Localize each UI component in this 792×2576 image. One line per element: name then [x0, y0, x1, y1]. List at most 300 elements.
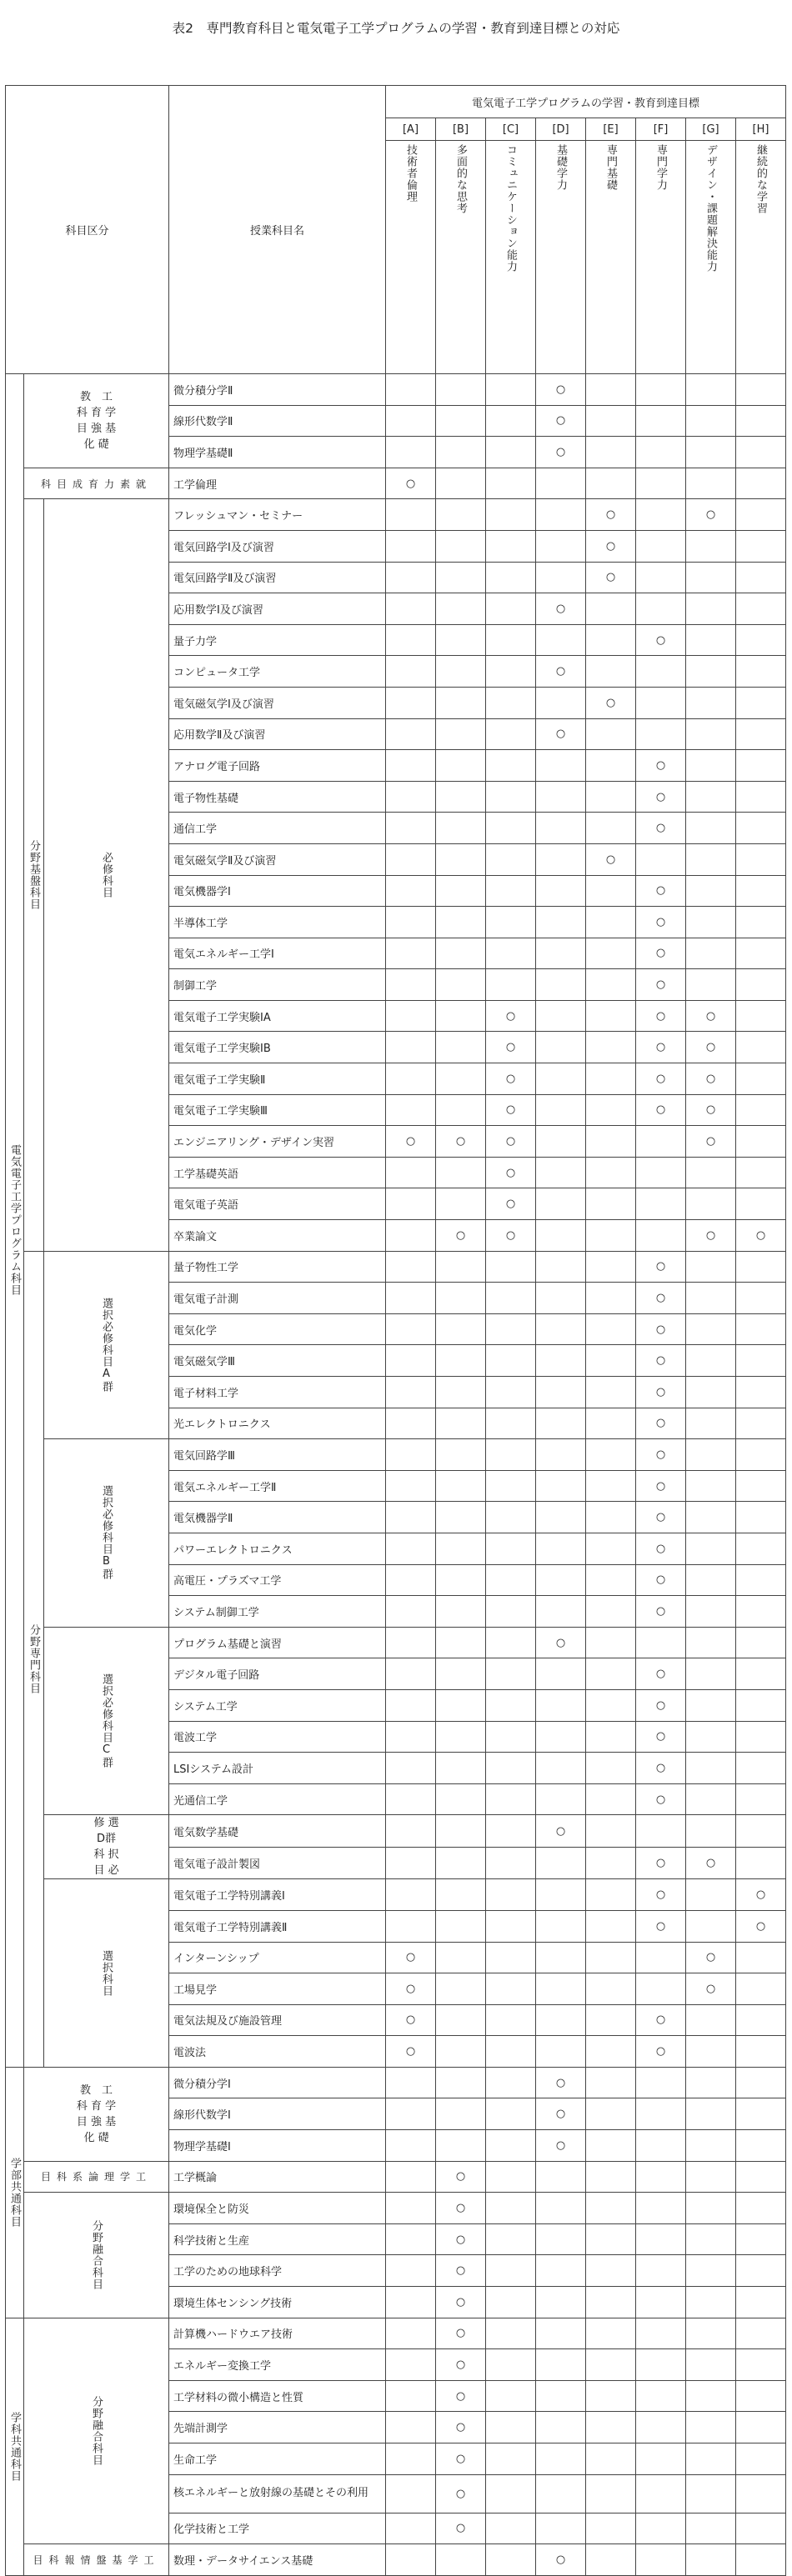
goal-mark-cell: [686, 1157, 736, 1188]
goal-mark-cell: [636, 499, 686, 531]
goal-mark-cell: [686, 1408, 736, 1439]
goal-mark-cell: [536, 969, 586, 1001]
goal-mark-cell: [536, 2287, 586, 2318]
goal-mark-cell: [536, 1721, 586, 1753]
goal-mark-cell: [436, 374, 486, 406]
goal-mark-cell: [736, 2349, 786, 2381]
circle-mark-icon: ○: [555, 728, 566, 741]
circle-mark-icon: ○: [605, 508, 616, 522]
goal-mark-cell: [686, 2443, 736, 2475]
subject-name: 電気磁気学Ⅰ及び演習: [169, 687, 386, 718]
goal-mark-cell: [586, 624, 636, 656]
subject-header: 授業科目名: [169, 86, 386, 374]
subject-name: 電波法: [169, 2036, 386, 2068]
circle-mark-icon: ○: [705, 1041, 716, 1054]
goal-mark-cell: [536, 1689, 586, 1721]
goal-mark-cell: [586, 875, 636, 907]
goal-mark-cell: [636, 1721, 686, 1753]
circle-mark-icon: ○: [555, 2553, 566, 2566]
goal-mark-cell: [486, 2349, 536, 2381]
goal-mark-cell: [636, 1126, 686, 1158]
goal-mark-cell: [736, 2161, 786, 2193]
goal-mark-cell: [586, 813, 636, 844]
goal-mark-cell: [586, 374, 636, 406]
goal-mark-cell: [686, 1753, 736, 1784]
goal-mark-cell: [436, 843, 486, 875]
goal-mark-cell: [386, 593, 436, 625]
goal-mark-cell: [586, 2193, 636, 2224]
circle-mark-icon: ○: [505, 1103, 516, 1117]
goal-mark-cell: [486, 2130, 536, 2162]
goal-mark-cell: [386, 1533, 436, 1564]
goal-mark-cell: [386, 1596, 436, 1628]
circle-mark-icon: ○: [655, 1604, 666, 1618]
circle-mark-icon: ○: [655, 1857, 666, 1870]
goal-mark-cell: [636, 1847, 686, 1879]
goal-mark-cell: [386, 1408, 436, 1439]
goal-mark-cell: [486, 2318, 536, 2349]
goal-mark-cell: [536, 2349, 586, 2381]
goal-mark-cell: [386, 562, 436, 593]
goal-mark-cell: [486, 1283, 536, 1314]
goal-mark-cell: [686, 1721, 736, 1753]
subject-name: エネルギー変換工学: [169, 2349, 386, 2381]
goal-mark-cell: [736, 2380, 786, 2412]
goal-mark-cell: [686, 1815, 736, 1848]
goal-mark-cell: [486, 499, 536, 531]
goal-mark-cell: [486, 843, 536, 875]
goal-mark-cell: [636, 2098, 686, 2130]
goal-mark-cell: [386, 2443, 436, 2475]
goal-mark-cell: [636, 1753, 686, 1784]
goal-mark-cell: [686, 1596, 736, 1628]
circle-mark-icon: ○: [655, 1479, 666, 1493]
subject-name: デジタル電子回路: [169, 1658, 386, 1690]
goal-mark-cell: [686, 2255, 736, 2287]
group-program-text: 電気電子工学プログラム科目: [8, 1144, 21, 1297]
goal-mark-cell: [686, 593, 736, 625]
circle-mark-icon: ○: [555, 383, 566, 396]
goal-mark-cell: [386, 1032, 436, 1063]
goal-mark-cell: [736, 1721, 786, 1753]
goal-mark-cell: [436, 624, 486, 656]
circle-mark-icon: ○: [705, 1103, 716, 1117]
circle-mark-icon: ○: [655, 822, 666, 835]
subgroup-liberal: [24, 2161, 169, 2193]
goal-mark-cell: [586, 1596, 636, 1628]
goal-mark-cell: [486, 1627, 536, 1658]
subsubgroup-elective-d-line: 科 択: [93, 1848, 119, 1862]
subsubgroup-fusion-1-text: 分野融合科目: [90, 2219, 103, 2290]
circle-mark-icon: ○: [505, 1198, 516, 1211]
goal-mark-cell: [536, 2004, 586, 2036]
goal-mark-cell: [586, 2513, 636, 2544]
goal-mark-cell: [636, 938, 686, 969]
circle-mark-icon: ○: [455, 1135, 466, 1148]
goal-mark-cell: [586, 468, 636, 499]
goal-mark-cell: [636, 1815, 686, 1848]
goal-mark-cell: [436, 687, 486, 718]
subgroup-engineering-basics-line: 教 工: [80, 390, 113, 403]
goal-mark-cell: [386, 530, 436, 562]
subject-name: システム工学: [169, 1689, 386, 1721]
goal-mark-cell: [686, 1470, 736, 1502]
goal-mark-cell: [636, 1879, 686, 1911]
goal-mark-cell: [686, 468, 736, 499]
goal-name: [486, 141, 536, 374]
subject-name: 電気電子工学実験Ⅱ: [169, 1063, 386, 1095]
goal-mark-cell: [486, 969, 536, 1001]
subject-name: 制御工学: [169, 969, 386, 1001]
goal-mark-cell: [686, 2223, 736, 2255]
goal-mark-cell: [486, 2004, 536, 2036]
goal-mark-cell: [586, 2380, 636, 2412]
goal-mark-cell: [386, 1345, 436, 1377]
goal-mark-cell: [536, 875, 586, 907]
goal-mark-cell: [586, 405, 636, 437]
goal-mark-cell: [636, 1973, 686, 2005]
circle-mark-icon: ○: [605, 853, 616, 866]
subject-name: 工学材料の微小構造と性質: [169, 2380, 386, 2412]
subject-name: 工学倫理: [169, 468, 386, 499]
goal-mark-cell: [386, 437, 436, 468]
circle-mark-icon: ○: [705, 1072, 716, 1085]
goal-mark-cell: [686, 2130, 736, 2162]
goal-mark-cell: [436, 1283, 486, 1314]
table-row: [6, 1251, 786, 1283]
goal-mark-cell: [436, 2067, 486, 2098]
subject-name: 電気エネルギー工学Ⅱ: [169, 1470, 386, 1502]
goal-mark-cell: [386, 1847, 436, 1879]
goal-mark-cell: [436, 1627, 486, 1658]
goal-mark-cell: [686, 2318, 736, 2349]
goal-mark-cell: [386, 1910, 436, 1942]
goal-mark-cell: [486, 1721, 536, 1753]
goal-mark-cell: [686, 750, 736, 782]
goal-mark-cell: [636, 718, 686, 750]
subgroup-engineering-basics-2-line: 教 工: [80, 2083, 113, 2097]
subsubgroup-elective-text: 選択科目: [100, 1949, 113, 1997]
circle-mark-icon: ○: [655, 1417, 666, 1430]
goal-mark-cell: [536, 499, 586, 531]
table-row: [6, 1627, 786, 1658]
subject-name: フレッシュマン・セミナー: [169, 499, 386, 531]
goal-mark-cell: [436, 2130, 486, 2162]
goal-name: [586, 141, 636, 374]
goal-mark-cell: [736, 1815, 786, 1848]
goal-mark-cell: [686, 1847, 736, 1879]
goal-mark-cell: [486, 624, 536, 656]
goal-mark-cell: [636, 1283, 686, 1314]
goal-mark-cell: [736, 875, 786, 907]
goal-mark-cell: [386, 1313, 436, 1345]
goal-mark-cell: [736, 2004, 786, 2036]
goal-mark-cell: [436, 2161, 486, 2193]
goal-mark-cell: [686, 1783, 736, 1815]
subject-name: アナログ電子回路: [169, 750, 386, 782]
goal-mark-cell: [486, 1408, 536, 1439]
subject-name: 電子材料工学: [169, 1377, 386, 1408]
circle-mark-icon: ○: [455, 2522, 466, 2535]
goal-mark-cell: [536, 1313, 586, 1345]
goal-mark-cell: [686, 2412, 736, 2443]
circle-mark-icon: ○: [405, 1982, 416, 1995]
goal-mark-cell: [386, 1721, 436, 1753]
goal-mark-cell: [686, 1502, 736, 1533]
subject-name: 電気電子設計製図: [169, 1847, 386, 1879]
goal-mark-cell: [586, 593, 636, 625]
goal-mark-cell: [536, 843, 586, 875]
goal-mark-cell: [686, 1220, 736, 1252]
goal-mark-cell: [486, 1313, 536, 1345]
goal-mark-cell: [686, 907, 736, 938]
circle-mark-icon: ○: [655, 1448, 666, 1461]
circle-mark-icon: ○: [655, 1072, 666, 1085]
subgroup-engineering-basics-2-line: 化 礎: [83, 2131, 109, 2144]
subject-name: 物理学基礎Ⅱ: [169, 437, 386, 468]
goal-mark-cell: [736, 1000, 786, 1032]
circle-mark-icon: ○: [505, 1041, 516, 1054]
goal-mark-cell: [536, 1502, 586, 1533]
circle-mark-icon: ○: [655, 1385, 666, 1398]
subject-name: 高電圧・プラズマ工学: [169, 1564, 386, 1596]
goal-mark-cell: [586, 1063, 636, 1095]
goal-mark-cell: [736, 1658, 786, 1690]
goal-mark-cell: [386, 969, 436, 1001]
goal-mark-cell: [636, 843, 686, 875]
goal-mark-cell: [686, 969, 736, 1001]
subject-name: 電気電子工学実験ⅠB: [169, 1032, 386, 1063]
goal-mark-cell: [436, 530, 486, 562]
goal-mark-cell: [686, 1313, 736, 1345]
goal-mark-cell: [686, 718, 736, 750]
circle-mark-icon: ○: [455, 1228, 466, 1242]
goal-mark-cell: [486, 2098, 536, 2130]
goal-mark-cell: [736, 1094, 786, 1126]
goal-mark-cell: [686, 405, 736, 437]
goal-mark-cell: [536, 2098, 586, 2130]
goal-mark-cell: [386, 1753, 436, 1784]
subgroup-info: [24, 2544, 169, 2576]
goal-mark-cell: [586, 530, 636, 562]
goal-mark-cell: [536, 1753, 586, 1784]
circle-mark-icon: ○: [555, 1636, 566, 1649]
subsubgroup-elective-d: [44, 1815, 169, 1879]
goal-mark-cell: [736, 1689, 786, 1721]
circle-mark-icon: ○: [555, 414, 566, 428]
goal-mark-cell: [486, 1502, 536, 1533]
goal-mark-cell: [436, 1377, 486, 1408]
goal-mark-cell: [736, 1879, 786, 1911]
goal-mark-cell: [636, 2349, 686, 2381]
goal-mark-cell: [386, 2474, 436, 2513]
goal-mark-cell: [436, 1094, 486, 1126]
goal-mark-cell: [386, 1283, 436, 1314]
subject-name: 卒業論文: [169, 1220, 386, 1252]
goal-mark-cell: [586, 437, 636, 468]
goal-mark-cell: [636, 2161, 686, 2193]
goal-mark-cell: [436, 2349, 486, 2381]
goal-mark-cell: [736, 656, 786, 688]
subject-name: 工学概論: [169, 2161, 386, 2193]
goal-mark-cell: [486, 1753, 536, 1784]
goal-mark-cell: [586, 1345, 636, 1377]
table-row: [6, 1439, 786, 1471]
subject-name: 光通信工学: [169, 1783, 386, 1815]
subgroup-engineering-basics-2: [24, 2067, 169, 2161]
goal-mark-cell: [386, 1000, 436, 1032]
goal-mark-cell: [686, 2544, 736, 2576]
goal-mark-cell: [436, 1220, 486, 1252]
goal-mark-cell: [436, 1408, 486, 1439]
goal-mark-cell: [386, 1783, 436, 1815]
subject-name: 環境保全と防災: [169, 2193, 386, 2224]
goal-mark-cell: [586, 1094, 636, 1126]
goal-mark-cell: [736, 2474, 786, 2513]
subject-name: 電気法規及び施設管理: [169, 2004, 386, 2036]
subject-name: パワーエレクトロニクス: [169, 1533, 386, 1564]
subsubgroup-fusion-2: [24, 2318, 169, 2544]
goal-mark-cell: [536, 1345, 586, 1377]
goal-mark-cell: [386, 1094, 436, 1126]
goal-mark-cell: [386, 1126, 436, 1158]
goal-code: [B]: [436, 118, 486, 141]
subject-name: 電気機器学Ⅰ: [169, 875, 386, 907]
goal-name-text: 専門基礎: [604, 144, 618, 191]
goal-mark-cell: [636, 2318, 686, 2349]
table-row: [6, 2544, 786, 2576]
goal-mark-cell: [536, 1000, 586, 1032]
goal-mark-cell: [486, 2255, 536, 2287]
subject-name: 電気化学: [169, 1313, 386, 1345]
goal-mark-cell: [386, 374, 436, 406]
circle-mark-icon: ○: [505, 1166, 516, 1179]
circle-mark-icon: ○: [655, 1573, 666, 1587]
goal-mark-cell: [586, 781, 636, 813]
subject-name: 電気電子工学特別講義Ⅰ: [169, 1879, 386, 1911]
goal-mark-cell: [536, 2380, 586, 2412]
goal-mark-cell: [586, 499, 636, 531]
goal-mark-cell: [486, 907, 536, 938]
group-faculty-common: [6, 2067, 24, 2318]
goal-mark-cell: [586, 2004, 636, 2036]
goal-mark-cell: [686, 1032, 736, 1063]
goal-mark-cell: [686, 1439, 736, 1471]
goal-mark-cell: [586, 2036, 636, 2068]
goal-mark-cell: [586, 2474, 636, 2513]
goal-mark-cell: [486, 1910, 536, 1942]
goal-mark-cell: [586, 1533, 636, 1564]
goal-mark-cell: [636, 2412, 686, 2443]
goal-mark-cell: [436, 907, 486, 938]
goal-mark-cell: [686, 2287, 736, 2318]
subject-name: 化学技術と工学: [169, 2513, 386, 2544]
circle-mark-icon: ○: [455, 2358, 466, 2372]
goal-mark-cell: [486, 2067, 536, 2098]
subject-name: 工学のための地球科学: [169, 2255, 386, 2287]
goal-mark-cell: [736, 1910, 786, 1942]
goal-mark-cell: [536, 1126, 586, 1158]
goal-mark-cell: [436, 2412, 486, 2443]
goal-mark-cell: [736, 813, 786, 844]
goal-mark-cell: [586, 1032, 636, 1063]
goal-mark-cell: [486, 1847, 536, 1879]
goal-mark-cell: [586, 1721, 636, 1753]
goal-mark-cell: [686, 1377, 736, 1408]
subject-name: 工学基礎英語: [169, 1157, 386, 1188]
goal-mark-cell: [636, 624, 686, 656]
goal-mark-cell: [486, 1345, 536, 1377]
subgroup-engineering-basics-line: 科 育 学: [76, 406, 117, 419]
subject-name: LSIシステム設計: [169, 1753, 386, 1784]
subject-name: 科学技術と生産: [169, 2223, 386, 2255]
goal-mark-cell: [686, 2036, 736, 2068]
subject-name: 生命工学: [169, 2443, 386, 2475]
goal-mark-cell: [586, 2161, 636, 2193]
goal-mark-cell: [586, 1439, 636, 1471]
subsubgroup-elective-b: [44, 1439, 169, 1628]
goal-mark-cell: [536, 1783, 586, 1815]
goal-mark-cell: [536, 1470, 586, 1502]
goal-mark-cell: [586, 843, 636, 875]
circle-mark-icon: ○: [405, 1135, 416, 1148]
circle-mark-icon: ○: [655, 1698, 666, 1712]
goal-mark-cell: [486, 374, 536, 406]
goal-mark-cell: [736, 2255, 786, 2287]
goal-mark-cell: [436, 1753, 486, 1784]
goal-mark-cell: [386, 687, 436, 718]
goal-mark-cell: [736, 2513, 786, 2544]
subject-name: 光エレクトロニクス: [169, 1408, 386, 1439]
goal-mark-cell: [586, 2443, 636, 2475]
goal-mark-cell: [586, 1689, 636, 1721]
goal-mark-cell: [636, 1564, 686, 1596]
goal-mark-cell: [536, 1815, 586, 1848]
goal-mark-cell: [436, 2004, 486, 2036]
goal-mark-cell: [686, 781, 736, 813]
goal-mark-cell: [736, 1847, 786, 1879]
subject-name: 先端計測学: [169, 2412, 386, 2443]
goal-mark-cell: [736, 562, 786, 593]
goal-mark-cell: [636, 1094, 686, 1126]
goal-mark-cell: [436, 969, 486, 1001]
goal-mark-cell: [736, 468, 786, 499]
goal-mark-cell: [386, 2098, 436, 2130]
goal-mark-cell: [736, 1063, 786, 1095]
goal-mark-cell: [736, 1251, 786, 1283]
goal-code: [A]: [386, 118, 436, 141]
goal-mark-cell: [536, 1063, 586, 1095]
circle-mark-icon: ○: [705, 1982, 716, 1995]
goal-mark-cell: [686, 1533, 736, 1564]
goal-mark-cell: [486, 2287, 536, 2318]
goal-mark-cell: [586, 1658, 636, 1690]
goal-mark-cell: [736, 2067, 786, 2098]
subject-name: 電気磁気学Ⅱ及び演習: [169, 843, 386, 875]
goal-mark-cell: [386, 1439, 436, 1471]
goal-mark-cell: [486, 1815, 536, 1848]
goal-mark-cell: [436, 1502, 486, 1533]
goal-mark-cell: [436, 2036, 486, 2068]
category-header: 科目区分: [6, 86, 169, 374]
goal-mark-cell: [686, 1000, 736, 1032]
goal-mark-cell: [736, 1220, 786, 1252]
circle-mark-icon: ○: [555, 2138, 566, 2152]
circle-mark-icon: ○: [655, 1292, 666, 1305]
subject-name: 量子力学: [169, 624, 386, 656]
subject-name: 環境生体センシング技術: [169, 2287, 386, 2318]
goal-mark-cell: [436, 405, 486, 437]
